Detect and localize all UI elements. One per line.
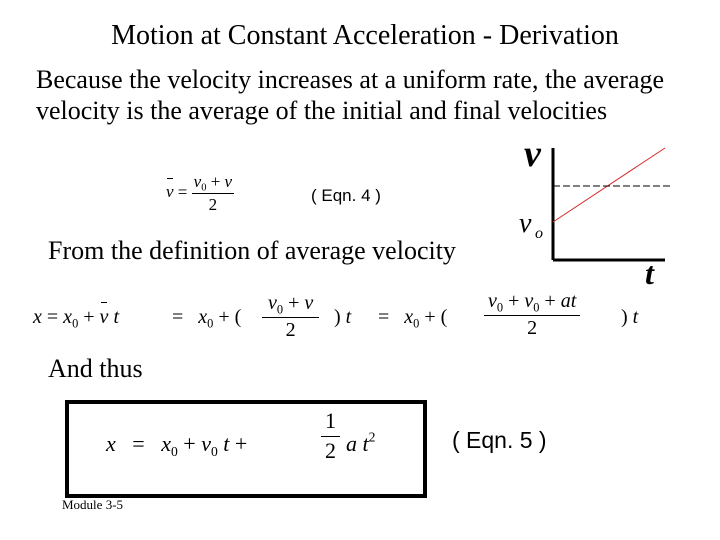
displacement-step-3: = $x_0$ + ( — [378, 306, 448, 331]
slide-title: Motion at Constant Acceleration - Derivation — [111, 20, 619, 51]
step-3-fraction: $\frac{v_0 + v_0 + at}{2}$ — [484, 290, 580, 340]
module-footer: Module 3-5 — [62, 497, 124, 512]
displacement-lhs: $x = x_0 + v$ t — [33, 306, 119, 331]
average-velocity-symbol: v — [166, 182, 174, 202]
intro-line-2: velocity is the average of the initial and final velocities — [36, 96, 608, 125]
equation-5-left: x = $x_0 + v_0$ t + — [106, 431, 248, 459]
velocity-time-graph — [515, 140, 675, 290]
graph-y-label: v — [524, 140, 541, 175]
graph-v0-subscript: o — [535, 225, 543, 242]
graph-x-label: t — [645, 255, 654, 290]
equation-5-right: a $t^2$ — [346, 429, 376, 456]
graph-v0-label: v — [519, 208, 532, 239]
displacement-step-2: = $x_0$ + ( — [172, 306, 242, 331]
eqn5-label: ( Eqn. 5 ) — [452, 427, 547, 453]
velocity-line — [553, 148, 665, 222]
equation-4: v = $\frac{v_0 + v}{2}$ — [166, 172, 233, 214]
step-3-close: ) t — [621, 306, 639, 328]
eqn4-fraction: $\frac{v_0 + v}{2}$ — [193, 172, 233, 214]
step-2-fraction: $\frac{v_0 + v}{2}$ — [262, 292, 319, 342]
equation-5-half-fraction: $\frac{1}{2}$ — [321, 408, 340, 464]
definition-text: From the definition of average velocity — [48, 236, 456, 265]
step-2-close: ) t — [334, 306, 352, 328]
intro-text — [36, 64, 664, 126]
and-thus-text: And thus — [48, 354, 143, 383]
eqn4-label: ( Eqn. 4 ) — [311, 186, 381, 205]
intro-line-1: Because the velocity increases at a uniform rate, the average — [36, 65, 665, 94]
